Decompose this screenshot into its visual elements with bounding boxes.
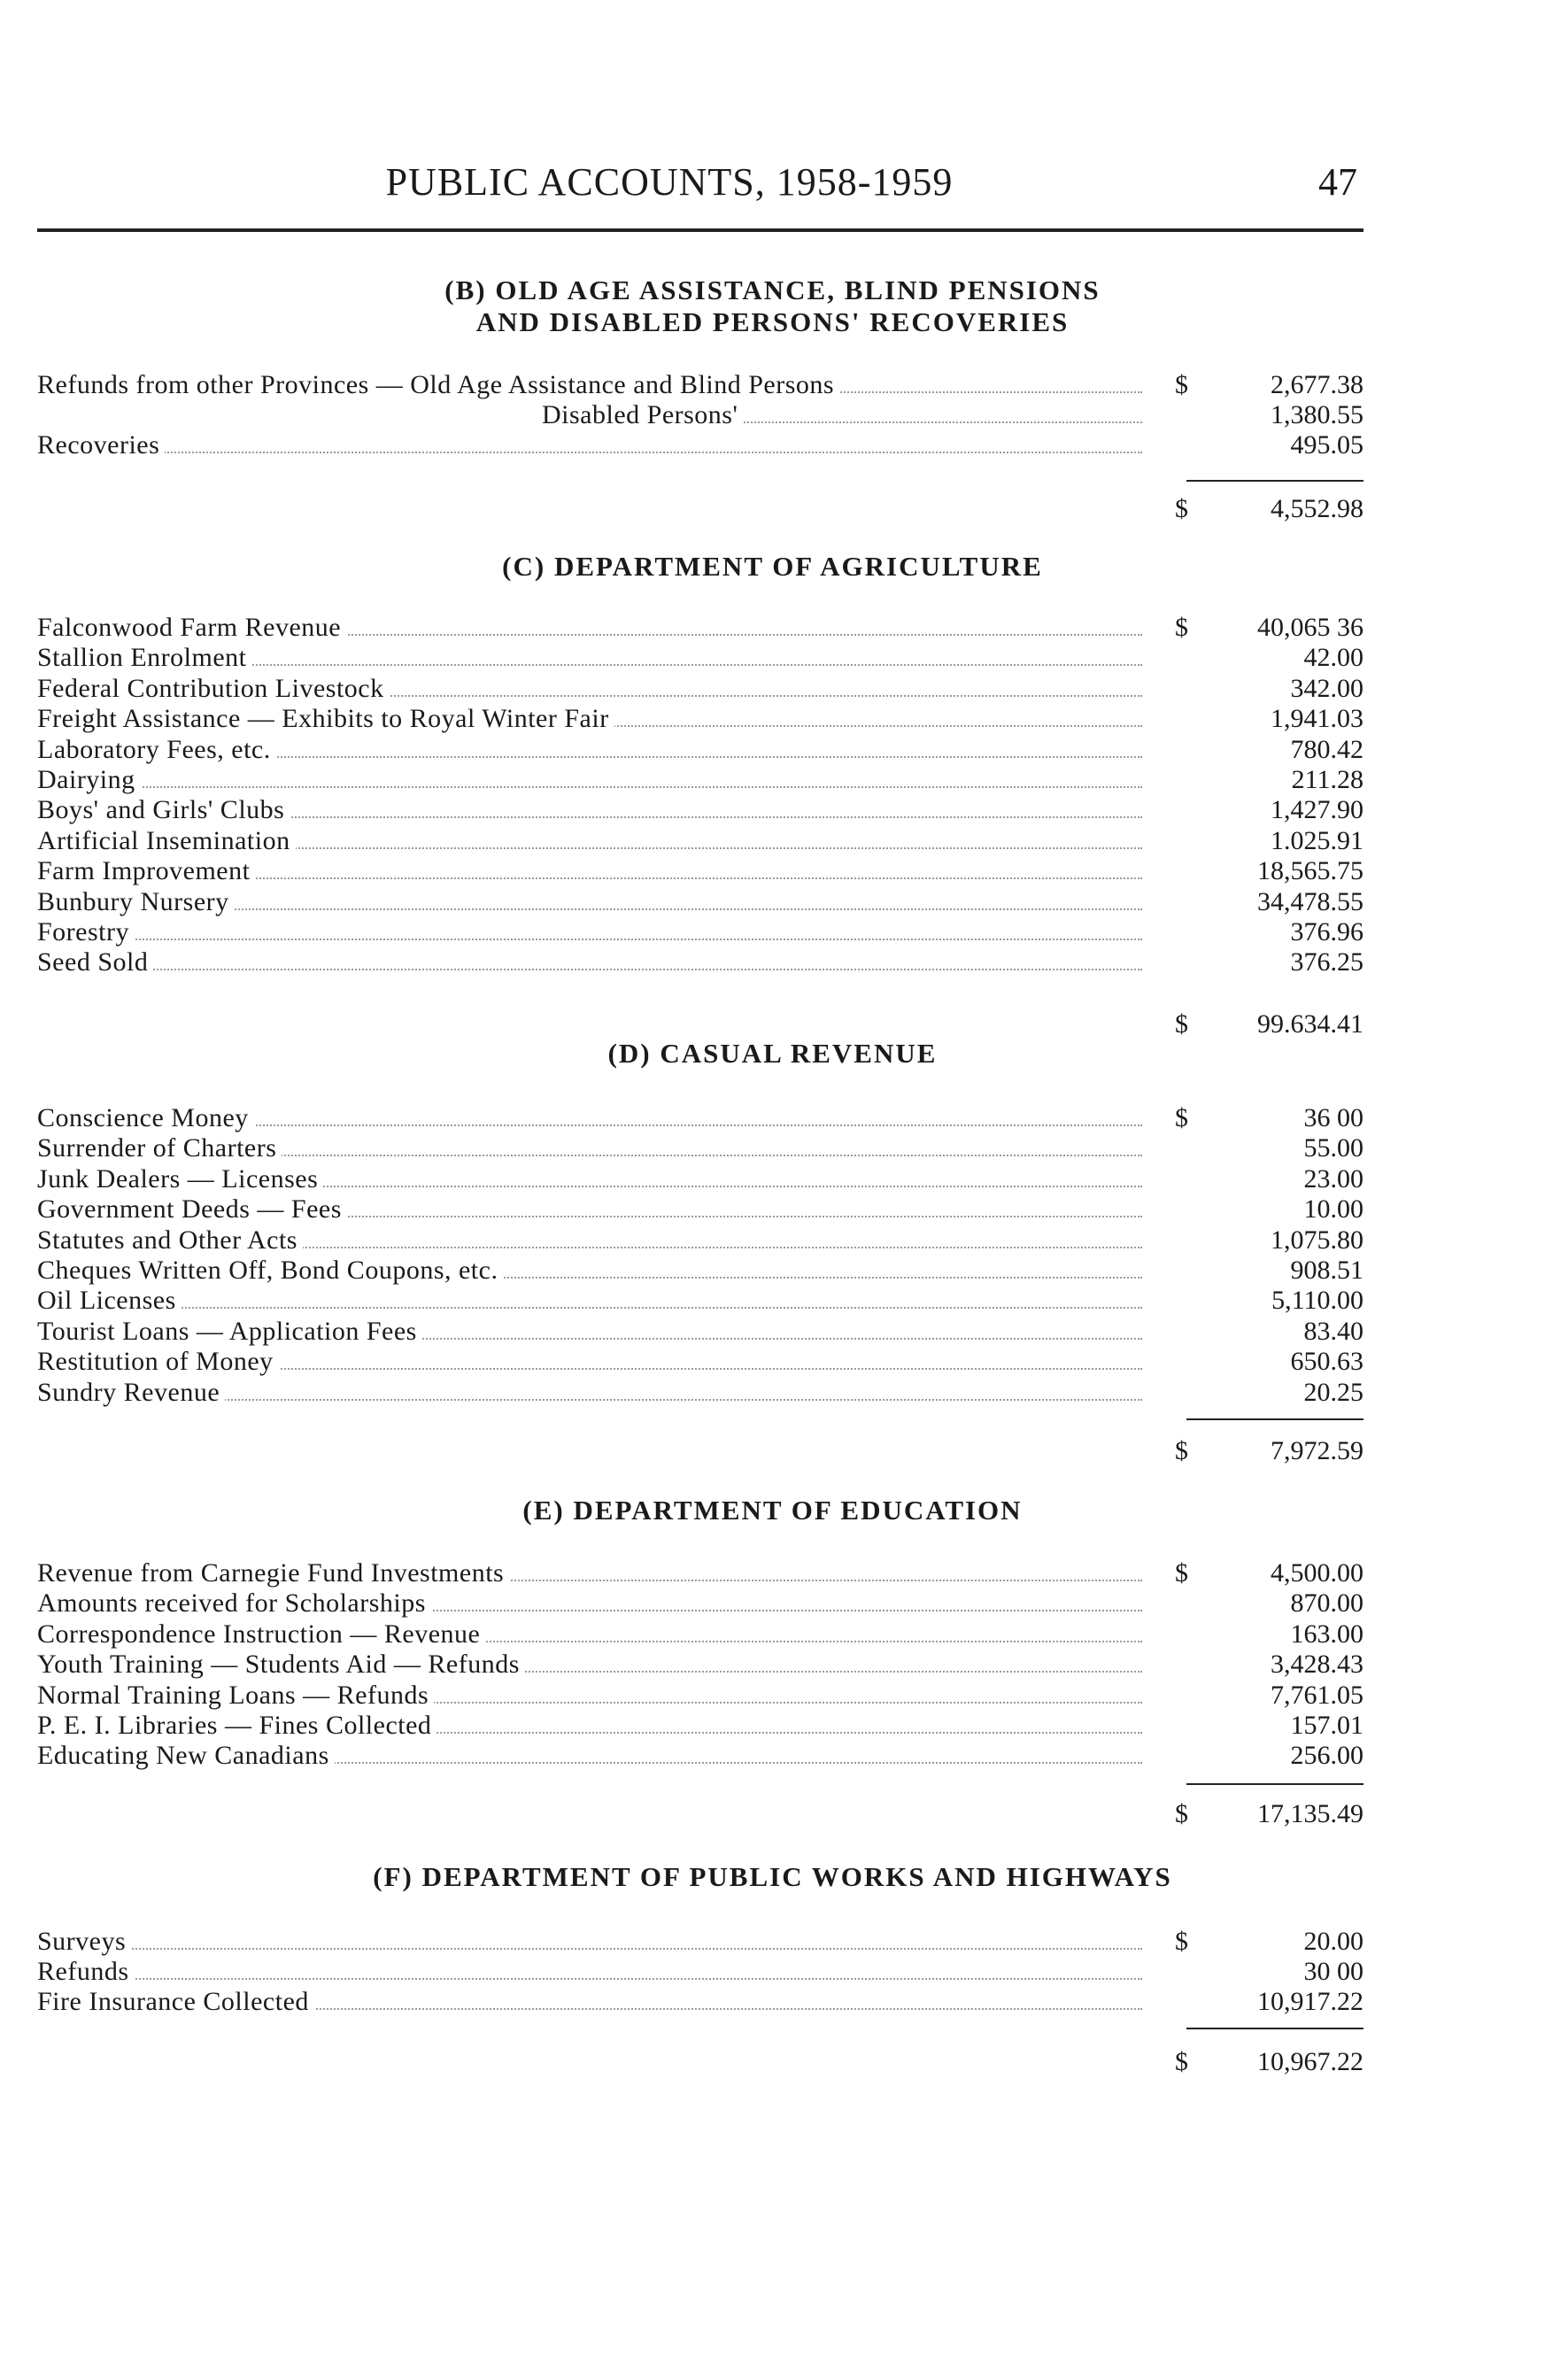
ledger-row [37, 674, 1363, 704]
ledger-row [37, 1619, 1363, 1650]
row-label: Farm Improvement [37, 856, 255, 886]
row-amount: 376.25 [1290, 947, 1363, 978]
ledger-row [37, 1741, 1363, 1771]
row-amount: 34,478.55 [1257, 886, 1363, 916]
ledger-row [37, 1957, 1363, 1987]
row-label: Dairying [37, 765, 141, 795]
ledger-row [37, 1987, 1363, 2017]
row-amount: 2,677.38 [1271, 370, 1363, 399]
section-total [37, 2047, 1363, 2077]
row-amount: 650.63 [1290, 1347, 1363, 1377]
leader-dots [37, 939, 1142, 940]
ledger-row [37, 795, 1363, 825]
row-amount: 40,065 36 [1257, 613, 1363, 642]
ledger-row [37, 1650, 1363, 1680]
dollar-sign: $ [1175, 370, 1188, 399]
row-amount: 3,428.43 [1271, 1650, 1363, 1680]
row-amount: 376.96 [1290, 917, 1363, 947]
page-number: 47 [1318, 160, 1357, 204]
row-amount: 30 00 [1303, 1957, 1363, 1986]
section-c-title: (C) DEPARTMENT OF AGRICULTURE [502, 551, 1043, 582]
row-label: Bunbury Nursery [37, 887, 235, 917]
ledger-row [37, 1588, 1363, 1619]
ledger-row [37, 947, 1363, 978]
ledger-row [37, 765, 1363, 795]
row-label: Restitution of Money [37, 1347, 279, 1377]
leader-dots [37, 1307, 1142, 1309]
row-amount: 870.00 [1290, 1588, 1363, 1619]
row-label: Educating New Canadians [37, 1741, 335, 1771]
row-amount: 5,110.00 [1271, 1286, 1363, 1316]
row-label: Junk Dealers — Licenses [37, 1164, 323, 1194]
row-label: P. E. I. Libraries — Fines Collected [37, 1711, 436, 1741]
row-label: Surrender of Charters [37, 1133, 282, 1163]
row-amount: 163.00 [1290, 1619, 1363, 1649]
ledger-row [37, 735, 1363, 765]
section-d-title: (D) CASUAL REVENUE [607, 1038, 938, 1069]
leader-dots [37, 786, 1142, 788]
ledger-row [37, 1347, 1363, 1377]
row-amount: 211.28 [1291, 765, 1363, 794]
leader-dots [37, 1948, 1142, 1950]
total-amount: 7,972.59 [1271, 1436, 1363, 1465]
row-amount: 908.51 [1290, 1256, 1363, 1285]
row-label: Laboratory Fees, etc. [37, 735, 276, 765]
row-label: Youth Training — Students Aid — Refunds [37, 1650, 525, 1680]
section-e-title: (E) DEPARTMENT OF EDUCATION [522, 1495, 1023, 1526]
row-label: Disabled Persons' [542, 400, 743, 430]
subtotal-rule [1186, 2028, 1363, 2029]
row-amount: 342.00 [1290, 673, 1363, 703]
total-amount: 17,135.49 [1257, 1799, 1363, 1828]
row-label: Fire Insurance Collected [37, 1987, 314, 2017]
dollar-sign: $ [1175, 613, 1188, 642]
row-label: Falconwood Farm Revenue [37, 613, 346, 643]
total-amount: 10,967.22 [1257, 2047, 1363, 2076]
row-label: Government Deeds — Fees [37, 1194, 347, 1225]
row-amount: 1,380.55 [1271, 400, 1363, 429]
row-label: Revenue from Carnegie Fund Investments [37, 1558, 509, 1588]
row-amount: 83.40 [1303, 1316, 1363, 1346]
ledger-row [37, 1225, 1363, 1256]
ledger-row [37, 430, 1363, 460]
row-amount: 4,500.00 [1271, 1558, 1363, 1588]
dollar-sign: $ [1175, 2047, 1188, 2076]
row-label: Forestry [37, 917, 135, 947]
ledger-row [37, 1164, 1363, 1194]
ledger-row [37, 704, 1363, 734]
row-amount: 20.25 [1303, 1377, 1363, 1407]
row-amount: 23.00 [1303, 1163, 1363, 1194]
dollar-sign: $ [1175, 494, 1188, 523]
row-amount: 18,565.75 [1257, 856, 1363, 886]
subtotal-rule [1186, 480, 1363, 482]
row-label: Oil Licenses [37, 1286, 182, 1316]
row-amount: 20.00 [1303, 1927, 1363, 1956]
row-label: Correspondence Instruction — Revenue [37, 1619, 485, 1650]
ledger-row [37, 1317, 1363, 1347]
section-total [37, 1436, 1363, 1466]
row-label: Seed Sold [37, 947, 153, 978]
page-title: PUBLIC ACCOUNTS, 1958-1959 [385, 160, 954, 204]
dollar-sign: $ [1175, 1799, 1188, 1828]
ledger-row [37, 400, 1363, 430]
row-label: Cheques Written Off, Bond Coupons, etc. [37, 1256, 503, 1286]
row-label: Refunds from other Provinces — Old Age Assistance and Blind Persons [37, 370, 839, 400]
row-label: Recoveries [37, 430, 165, 460]
row-amount: 10,917.22 [1257, 1987, 1363, 2016]
dollar-sign: $ [1175, 1436, 1188, 1465]
row-label: Refunds [37, 1957, 135, 1987]
row-label: Amounts received for Scholarships [37, 1588, 431, 1619]
ledger-row [37, 856, 1363, 886]
row-amount: 1,075.80 [1271, 1225, 1363, 1255]
ledger-row [37, 887, 1363, 917]
row-amount: 1.025.91 [1271, 825, 1363, 855]
leader-dots [37, 1978, 1142, 1980]
row-label: Tourist Loans — Application Fees [37, 1317, 422, 1347]
ledger-row [37, 1681, 1363, 1711]
row-amount: 36 00 [1303, 1103, 1363, 1132]
row-amount: 1,427.90 [1271, 795, 1363, 825]
total-amount: 4,552.98 [1271, 494, 1363, 523]
leader-dots [37, 969, 1142, 970]
row-amount: 256.00 [1290, 1741, 1363, 1771]
section-total [37, 1799, 1363, 1829]
row-label: Sundry Revenue [37, 1378, 225, 1408]
ledger-row [37, 1927, 1363, 1957]
subtotal-rule [1186, 1418, 1363, 1420]
page-header [0, 159, 1545, 212]
row-label: Surveys [37, 1927, 131, 1957]
ledger-row [37, 613, 1363, 643]
row-amount: 495.05 [1290, 430, 1363, 460]
header-rule [37, 228, 1363, 232]
ledger-row [37, 1133, 1363, 1163]
row-amount: 42.00 [1303, 643, 1363, 673]
row-label: Artificial Insemination [37, 826, 296, 856]
ledger-row [37, 1256, 1363, 1286]
row-label: Normal Training Loans — Refunds [37, 1681, 434, 1711]
row-amount: 157.01 [1290, 1711, 1363, 1740]
subtotal-rule [1186, 1783, 1363, 1785]
ledger-row [37, 826, 1363, 856]
section-total [37, 494, 1363, 524]
row-label: Conscience Money [37, 1103, 254, 1133]
row-amount: 7,761.05 [1271, 1680, 1363, 1710]
section-b-title: (B) OLD AGE ASSISTANCE, BLIND PENSIONS [444, 274, 1101, 305]
row-label: Stallion Enrolment [37, 643, 251, 673]
ledger-row [37, 1558, 1363, 1588]
dollar-sign: $ [1175, 1009, 1188, 1039]
ledger-row [37, 917, 1363, 947]
ledger-row [37, 643, 1363, 673]
leader-dots [37, 452, 1142, 453]
ledger-row [37, 1286, 1363, 1316]
dollar-sign: $ [1175, 1558, 1188, 1588]
dollar-sign: $ [1175, 1103, 1188, 1132]
ledger-row [37, 370, 1363, 400]
row-amount: 55.00 [1303, 1133, 1363, 1163]
section-total [37, 1009, 1363, 1039]
section-f-title: (F) DEPARTMENT OF PUBLIC WORKS AND HIGHWAYS [373, 1861, 1172, 1892]
ledger-row [37, 1103, 1363, 1133]
ledger-row [37, 1711, 1363, 1741]
total-amount: 99.634.41 [1257, 1009, 1363, 1039]
row-amount: 780.42 [1290, 734, 1363, 764]
row-label: Freight Assistance — Exhibits to Royal Winter Fair [37, 704, 614, 734]
row-label: Statutes and Other Acts [37, 1225, 303, 1256]
row-label: Boys' and Girls' Clubs [37, 795, 290, 825]
section-b-title-line2: AND DISABLED PERSONS' RECOVERIES [475, 306, 1070, 337]
dollar-sign: $ [1175, 1927, 1188, 1956]
row-label: Federal Contribution Livestock [37, 674, 390, 704]
row-amount: 10.00 [1303, 1194, 1363, 1225]
ledger-row [37, 1194, 1363, 1225]
row-amount: 1,941.03 [1271, 704, 1363, 734]
ledger-row [37, 1378, 1363, 1408]
